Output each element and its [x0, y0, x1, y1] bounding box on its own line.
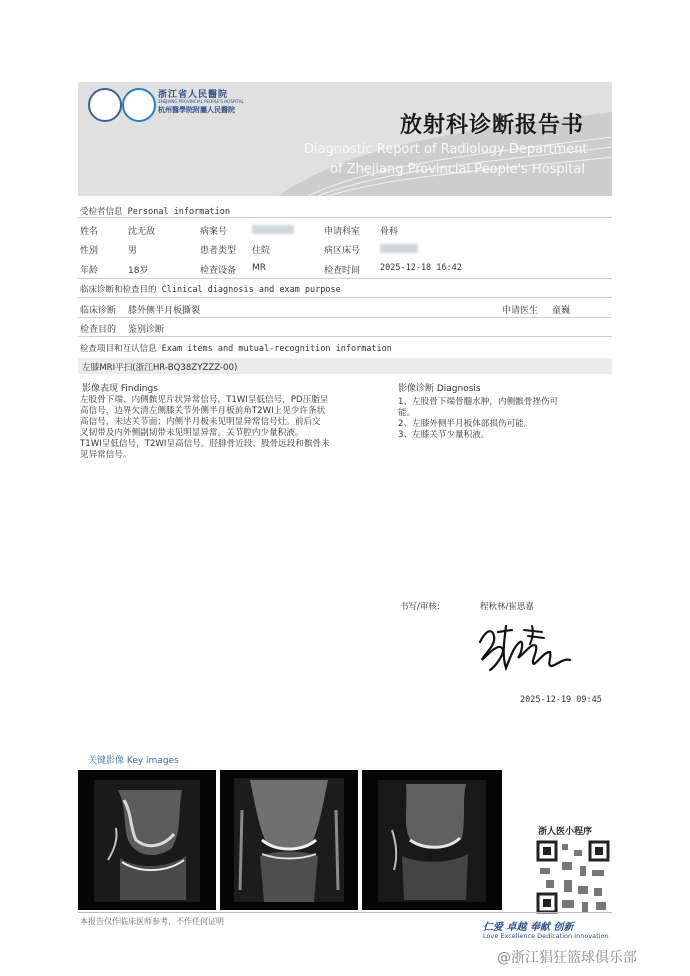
- weibo-watermark: @浙江猖狂篮球俱乐部: [497, 950, 637, 966]
- age-label: 年龄: [80, 266, 99, 276]
- bed-label: 病区床号: [324, 246, 361, 256]
- record-value-redacted: [252, 225, 294, 234]
- findings-line: 高信号，边界欠清左侧膝关节外侧半月板前角T2WI上见少许条状: [80, 406, 326, 416]
- divider: [78, 297, 612, 298]
- exam-section-title: 检查项目和互认信息 Exam items and mutual-recognition information: [80, 344, 392, 354]
- sex-value: 男: [128, 246, 138, 256]
- mri-key-image-1: [78, 770, 216, 910]
- sign-label: 书写/审核:: [400, 602, 440, 612]
- footer-divider: [78, 912, 612, 913]
- personal-info-header: [78, 202, 612, 218]
- mri-key-image-3: [362, 770, 502, 910]
- device-label: 检查设备: [200, 266, 237, 276]
- age-value: 18岁: [128, 266, 149, 276]
- college-hospital-name: 杭州醫學院附屬人民醫院: [158, 105, 235, 114]
- purpose-label: 检查目的: [80, 325, 117, 335]
- diagnosis-text: [398, 397, 608, 441]
- findings-line: 叉韧带及内外侧副韧带未见明显异常。关节腔内少量积液。: [80, 428, 304, 438]
- name-value: 沈无敌: [128, 227, 156, 237]
- report-title-en-line2: of Zhejiang Provincial People's Hospital: [330, 162, 585, 177]
- patient-type-value: 住院: [252, 246, 271, 256]
- hospital-name-en: ZHEJIANG PROVINCIAL PEOPLE'S HOSPITAL: [158, 99, 244, 104]
- hospital-name-cn: 浙江省人民醫院: [158, 90, 229, 100]
- hospital-motto-en: Love Excellence Dedication Innovation: [483, 932, 609, 940]
- divider: [78, 317, 612, 318]
- purpose-value: 鉴别诊断: [128, 325, 165, 335]
- findings-line: T1WI呈低信号，T2WI呈高信号。胫腓骨近段、股骨远段和髌骨未: [80, 439, 330, 449]
- doctor-value: 童巍: [552, 306, 571, 316]
- findings-line: 高信号，未达关节面；内侧半月板未见明显异常信号灶。前后交: [80, 417, 321, 427]
- divider: [78, 336, 612, 337]
- diagnosis-line: 1、左股骨下端骨髓水肿，内侧髌骨挫伤可: [398, 397, 559, 407]
- divider: [78, 278, 612, 279]
- report-title-cn: 放射科诊断报告书: [400, 113, 585, 138]
- findings-line: 见异常信号。: [80, 450, 132, 460]
- findings-text: [80, 395, 380, 461]
- mri-key-image-2: [220, 770, 358, 910]
- record-label: 病案号: [200, 227, 228, 237]
- sign-datetime: 2025-12-19 09:45: [520, 695, 602, 705]
- clinical-section-title: 临床诊断和检查目的 Clinical diagnosis and exam purpose: [80, 285, 341, 295]
- diagnosis-value: 膝外侧半月板撕裂: [128, 306, 201, 316]
- name-label: 姓名: [80, 227, 99, 237]
- key-images-title: 关键影像 Key images: [88, 756, 179, 766]
- dept-label: 申请科室: [324, 227, 361, 237]
- findings-title: 影像表现 Findings: [82, 384, 158, 394]
- sex-label: 性别: [80, 246, 99, 256]
- sign-names: 程秋林/崔思嘉: [480, 602, 534, 612]
- diagnosis-line: 3、左膝关节少量积液。: [398, 430, 490, 440]
- diagnosis-title: 影像诊断 Diagnosis: [398, 384, 481, 394]
- report-title-en-line1: Diagnostic Report of Radiology Department: [304, 142, 588, 157]
- report-header: [78, 82, 612, 196]
- time-label: 检查时间: [324, 266, 361, 276]
- findings-line: 左股骨下端、内侧髌见片状异常信号，T1WI呈低信号，PD压脂呈: [80, 395, 329, 405]
- dept-value: 骨科: [380, 227, 399, 237]
- medical-college-logo-icon: [122, 88, 156, 122]
- time-value: 2025-12-18 16:42: [380, 263, 462, 273]
- bed-value-redacted: [380, 244, 418, 253]
- hospital-motto-cn: 仁爱 卓越 奉献 创新: [483, 922, 574, 933]
- device-value: MR: [252, 263, 267, 273]
- mini-program-label: 浙人医小程序: [538, 827, 593, 837]
- exam-item: 左膝MRI平扫(浙江HR-BQ38ZYZZZ-00): [82, 363, 238, 373]
- footer-note: 本报告仅作临床医师参考，不作任何证明: [80, 917, 224, 926]
- personal-info-title: 受检者信息 Personal information: [80, 207, 230, 217]
- qr-code-icon: [534, 838, 612, 916]
- exam-item-box: [78, 358, 612, 374]
- handwritten-signature: [472, 622, 576, 674]
- hospital-logo-icon: [88, 88, 122, 122]
- diagnosis-label: 临床诊断: [80, 306, 117, 316]
- doctor-label: 申请医生: [502, 306, 539, 316]
- patient-type-label: 患者类型: [200, 246, 237, 256]
- diagnosis-line: 能。: [398, 408, 416, 418]
- diagnosis-line: 2、左膝外侧半月板体部损伤可能。: [398, 419, 533, 429]
